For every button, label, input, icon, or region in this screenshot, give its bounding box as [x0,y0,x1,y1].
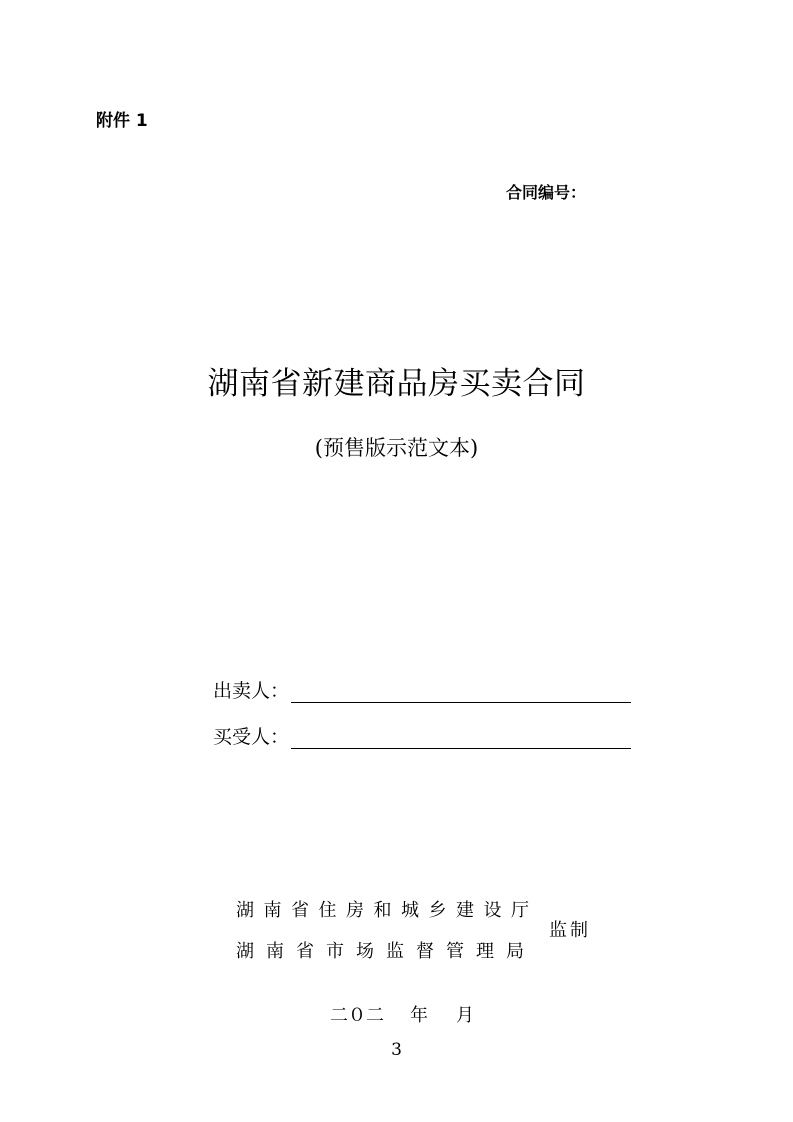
date-year-label: 年 [410,1005,428,1026]
buyer-row [213,722,631,749]
attachment-label: 附件 1 [96,111,148,131]
issuer-housing-department: 湖南省住房和城乡建设厅 [236,900,539,921]
page-number: 3 [391,1040,402,1060]
date-month-label: 月 [456,1005,474,1026]
buyer-label: 买受人： [213,726,290,748]
seller-fill-line[interactable] [291,686,631,703]
seller-label: 出卖人： [213,680,290,702]
date-prefix: 二０二 [330,1005,384,1026]
buyer-fill-line[interactable] [291,732,631,749]
document-subtitle: (预售版示范文本) [314,436,479,460]
issue-date [330,1001,474,1027]
seller-row [213,676,631,703]
supervise-label: 监制 [549,920,591,941]
contract-number-label: 合同编号： [506,183,587,202]
document-title: 湖南省新建商品房买卖合同 [207,366,586,402]
issuer-market-supervision-bureau: 湖南省市场监督管理局 [236,941,536,962]
